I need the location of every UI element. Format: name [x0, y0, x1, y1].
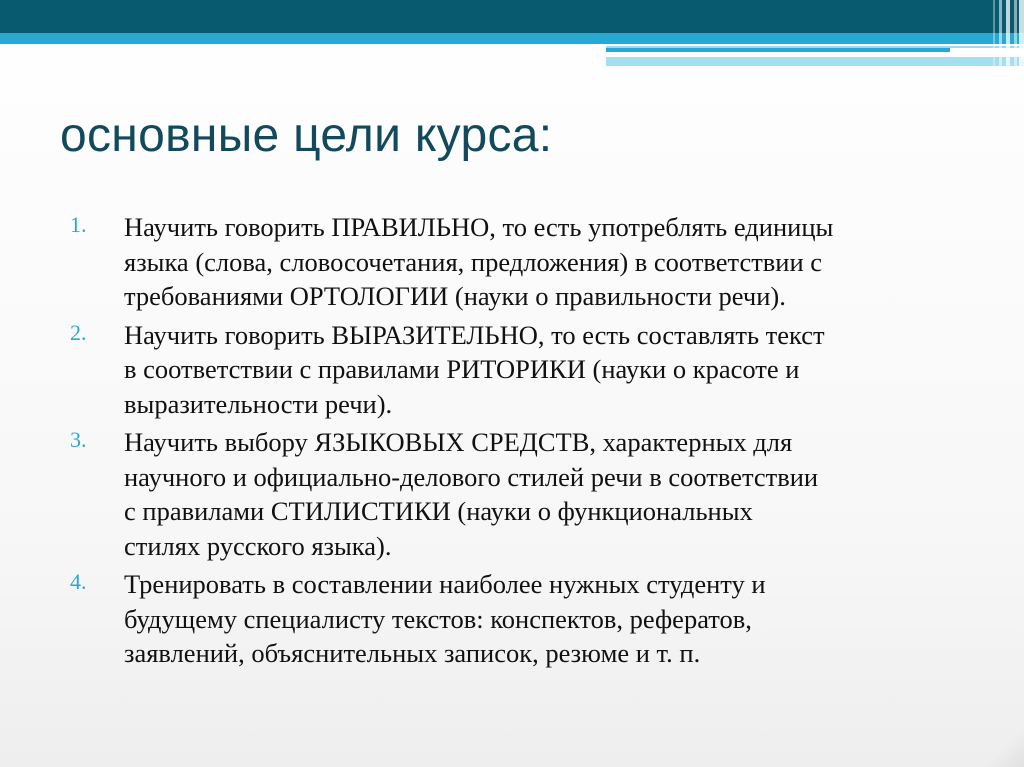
goal-line: будущему специалисту текстов: конспектов, рефератов, [124, 603, 752, 634]
goal-line: Научить говорить ПРАВИЛЬНО, то есть употреблять единицы [124, 212, 834, 242]
goal-line: заявлений, объяснительных записок, резюме и т. п. [124, 638, 701, 668]
header-bar-light [0, 33, 1024, 44]
goal-line: Тренировать в составлении наиболее нужных студенту и [124, 569, 766, 599]
goal-line: научного и официально-делового стилей речи в соответствии [124, 461, 819, 492]
goal-line: языка (слова, словосочетания, предложения) в соответствии с [124, 246, 823, 277]
goal-line: Научить выбору ЯЗЫКОВЫХ СРЕДСТВ, характерных для [124, 427, 793, 457]
goal-line: в соответствии с правилами РИТОРИКИ (науки о красоте и [124, 354, 800, 384]
goal-line: Научить говорить ВЫРАЗИТЕЛЬНО, то есть составлять текст [124, 319, 825, 350]
header-stripe [993, 0, 995, 70]
goals-list [70, 210, 970, 675]
header-stripe [1019, 0, 1024, 70]
header-bar-dark [0, 0, 1024, 33]
header-accent-line [606, 48, 950, 52]
goal-number: 3. [70, 427, 87, 452]
goal-number: 1. [70, 212, 87, 237]
header-stripe [1014, 0, 1017, 70]
page-corner-shadow [984, 727, 1024, 767]
goal-line: стилях русского языка). [124, 530, 392, 561]
slide-title: основные цели курса: [60, 109, 553, 162]
goal-number: 4. [70, 569, 87, 594]
goal-item-3 [70, 425, 970, 563]
goal-line: с правилами СТИЛИСТИКИ (науки о функциональных [124, 496, 753, 526]
goal-item-4 [70, 567, 970, 671]
header-stripe [999, 0, 1002, 70]
goal-item-1 [70, 210, 970, 314]
goal-item-2 [70, 318, 970, 422]
header-stripe [1006, 0, 1010, 70]
goal-line: выразительности речи). [124, 388, 393, 419]
header-accent-band [606, 57, 1024, 66]
goal-line: требованиями ОРТОЛОГИИ (науки о правильности речи). [124, 281, 786, 311]
goal-number: 2. [70, 319, 87, 345]
